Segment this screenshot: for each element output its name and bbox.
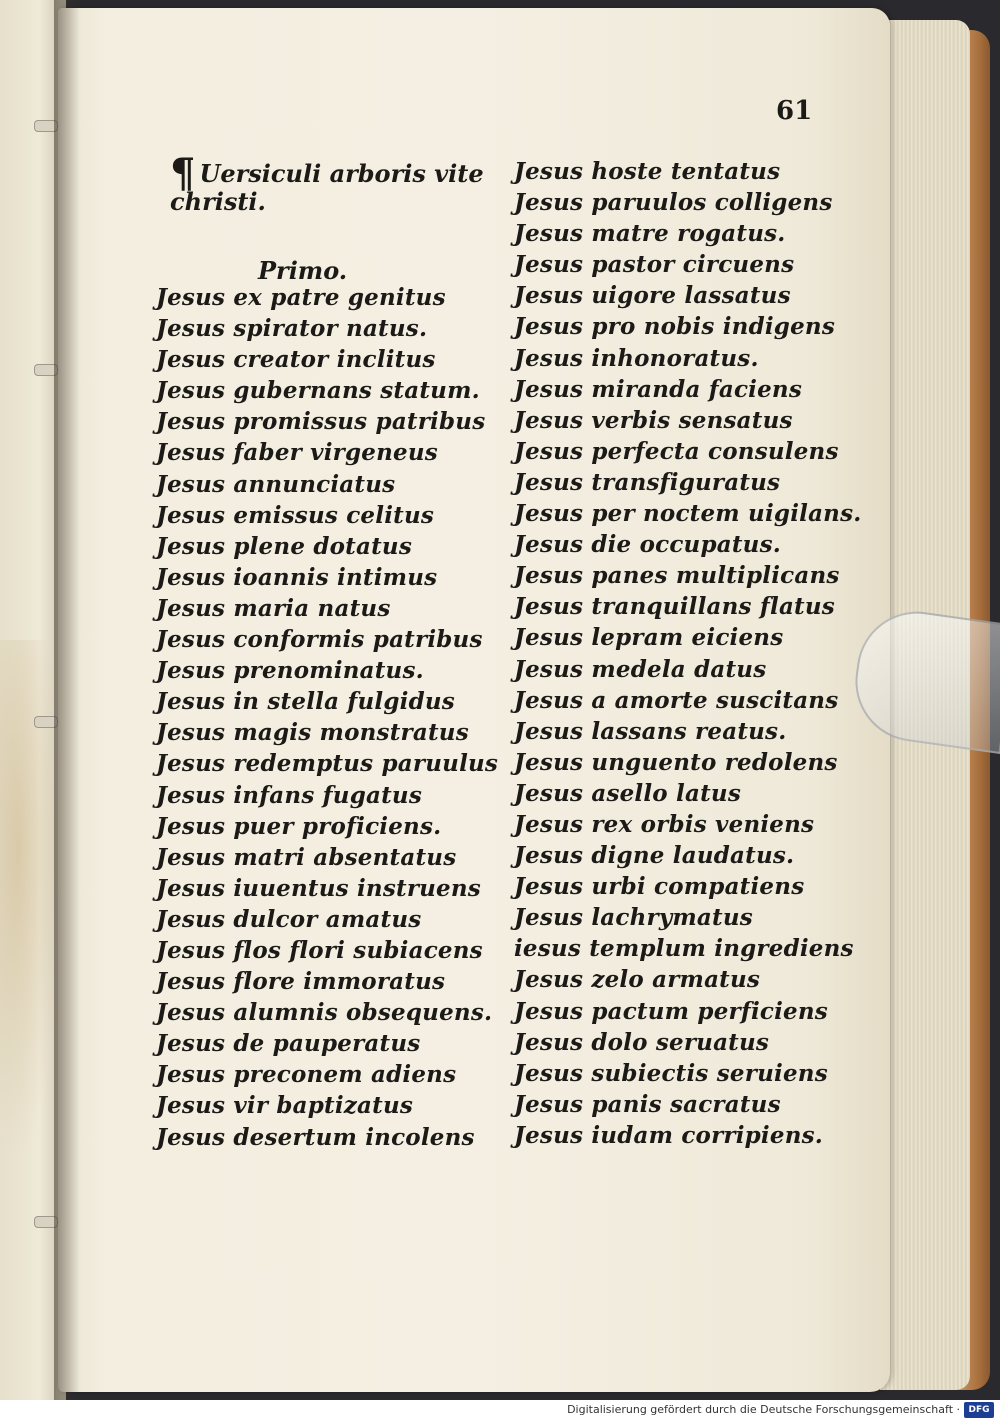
text-line: Jesus redemptus paruulus <box>156 750 499 778</box>
text-line: Jesus paruulos colligens <box>514 189 833 217</box>
text-line: Jesus dulcor amatus <box>156 905 422 933</box>
text-line: Jesus prenominatus. <box>156 657 424 685</box>
text-line: Jesus ex patre genitus <box>156 284 446 311</box>
text-line: Jesus dolo seruatus <box>514 1028 770 1056</box>
text-line: Jesus asello latus <box>514 779 741 807</box>
text-line: Jesus de pauperatus <box>156 1030 421 1058</box>
text-line: Jesus creator inclitus <box>156 346 436 374</box>
text-line: Jesus urbi compatiens <box>514 873 805 901</box>
text-line: Jesus rex orbis veniens <box>514 810 815 838</box>
text-line: Jesus die occupatus. <box>514 531 781 559</box>
text-line: Jesus faber virgeneus <box>156 439 438 467</box>
text-line: Jesus magis monstratus <box>156 719 469 747</box>
text-line: Jesus lachrymatus <box>514 904 753 932</box>
text-line: Jesus puer proficiens. <box>156 812 442 840</box>
text-line: Jesus uigore lassatus <box>514 282 791 310</box>
text-line: iesus templum ingrediens <box>514 935 854 963</box>
text-line: Jesus promissus patribus <box>156 408 486 436</box>
text-line: Jesus desertum incolens <box>156 1123 475 1151</box>
heading-text: Uersiculi arboris vite christi. <box>170 159 484 216</box>
footer-credit: Digitalisierung gefördert durch die Deutsche Forschungsgemeinschaft · <box>567 1403 960 1416</box>
page-number: 61 <box>776 96 813 126</box>
page-heading <box>170 150 510 216</box>
text-line: Jesus transfiguratus <box>514 468 781 496</box>
text-line: Jesus gubernans statum. <box>156 377 480 405</box>
text-line: Jesus preconem adiens <box>156 1061 457 1089</box>
text-line: Jesus panes multiplicans <box>514 562 840 590</box>
text-line: Jesus panis sacratus <box>514 1090 781 1118</box>
text-line: Jesus matre rogatus. <box>514 220 786 248</box>
text-line: Jesus pro nobis indigens <box>514 313 835 341</box>
text-line: Jesus unguento redolens <box>514 748 838 776</box>
text-line: Jesus pactum perficiens <box>514 997 828 1025</box>
text-line: Jesus maria natus <box>156 594 391 622</box>
text-line: Jesus spirator natus. <box>156 315 428 343</box>
text-line: Jesus vir baptizatus <box>156 1092 414 1120</box>
text-line: Jesus infans fugatus <box>156 781 422 809</box>
right-text-column <box>514 156 861 1151</box>
text-line: Jesus matri absentatus <box>156 843 457 871</box>
text-line: Jesus lepram eiciens <box>514 624 784 652</box>
text-line: Jesus alumnis obsequens. <box>156 999 493 1027</box>
text-line: Jesus plene dotatus <box>156 532 413 560</box>
text-line: Jesus iudam corripiens. <box>514 1121 823 1149</box>
text-line: Jesus lassans reatus. <box>514 717 787 745</box>
text-line: Jesus inhonoratus. <box>514 344 759 372</box>
dfg-logo: DFG <box>964 1402 994 1418</box>
text-line: Jesus annunciatus <box>156 470 396 498</box>
pilcrow-mark: ¶ <box>170 150 196 197</box>
text-line: Jesus in stella fulgidus <box>156 688 455 716</box>
text-line: Jesus iuuentus instruens <box>156 874 481 902</box>
text-line: Jesus per noctem uigilans. <box>514 500 862 528</box>
text-line: Jesus miranda faciens <box>514 375 802 403</box>
text-line: Jesus a amorte suscitans <box>514 686 839 714</box>
text-line: Jesus zelo armatus <box>514 966 761 994</box>
text-line: Jesus verbis sensatus <box>514 406 793 434</box>
text-line: Jesus flos flori subiacens <box>156 936 483 964</box>
footer-bar <box>0 1400 1000 1421</box>
section-title: Primo. <box>258 256 348 285</box>
text-line: Jesus emissus celitus <box>156 501 435 529</box>
text-line: Jesus tranquillans flatus <box>514 593 835 621</box>
text-line: Jesus perfecta consulens <box>514 437 839 465</box>
text-line: Jesus ioannis intimus <box>156 563 438 591</box>
text-line: Jesus hoste tentatus <box>514 158 781 185</box>
text-line: Jesus medela datus <box>514 655 767 683</box>
text-line: Jesus digne laudatus. <box>514 842 795 870</box>
text-line: Jesus flore immoratus <box>156 968 446 996</box>
gutter-shadow <box>54 0 80 1400</box>
text-line: Jesus conformis patribus <box>156 626 483 654</box>
text-line: Jesus subiectis seruiens <box>514 1059 828 1087</box>
text-line: Jesus pastor circuens <box>514 251 795 279</box>
left-text-column <box>156 282 498 1153</box>
